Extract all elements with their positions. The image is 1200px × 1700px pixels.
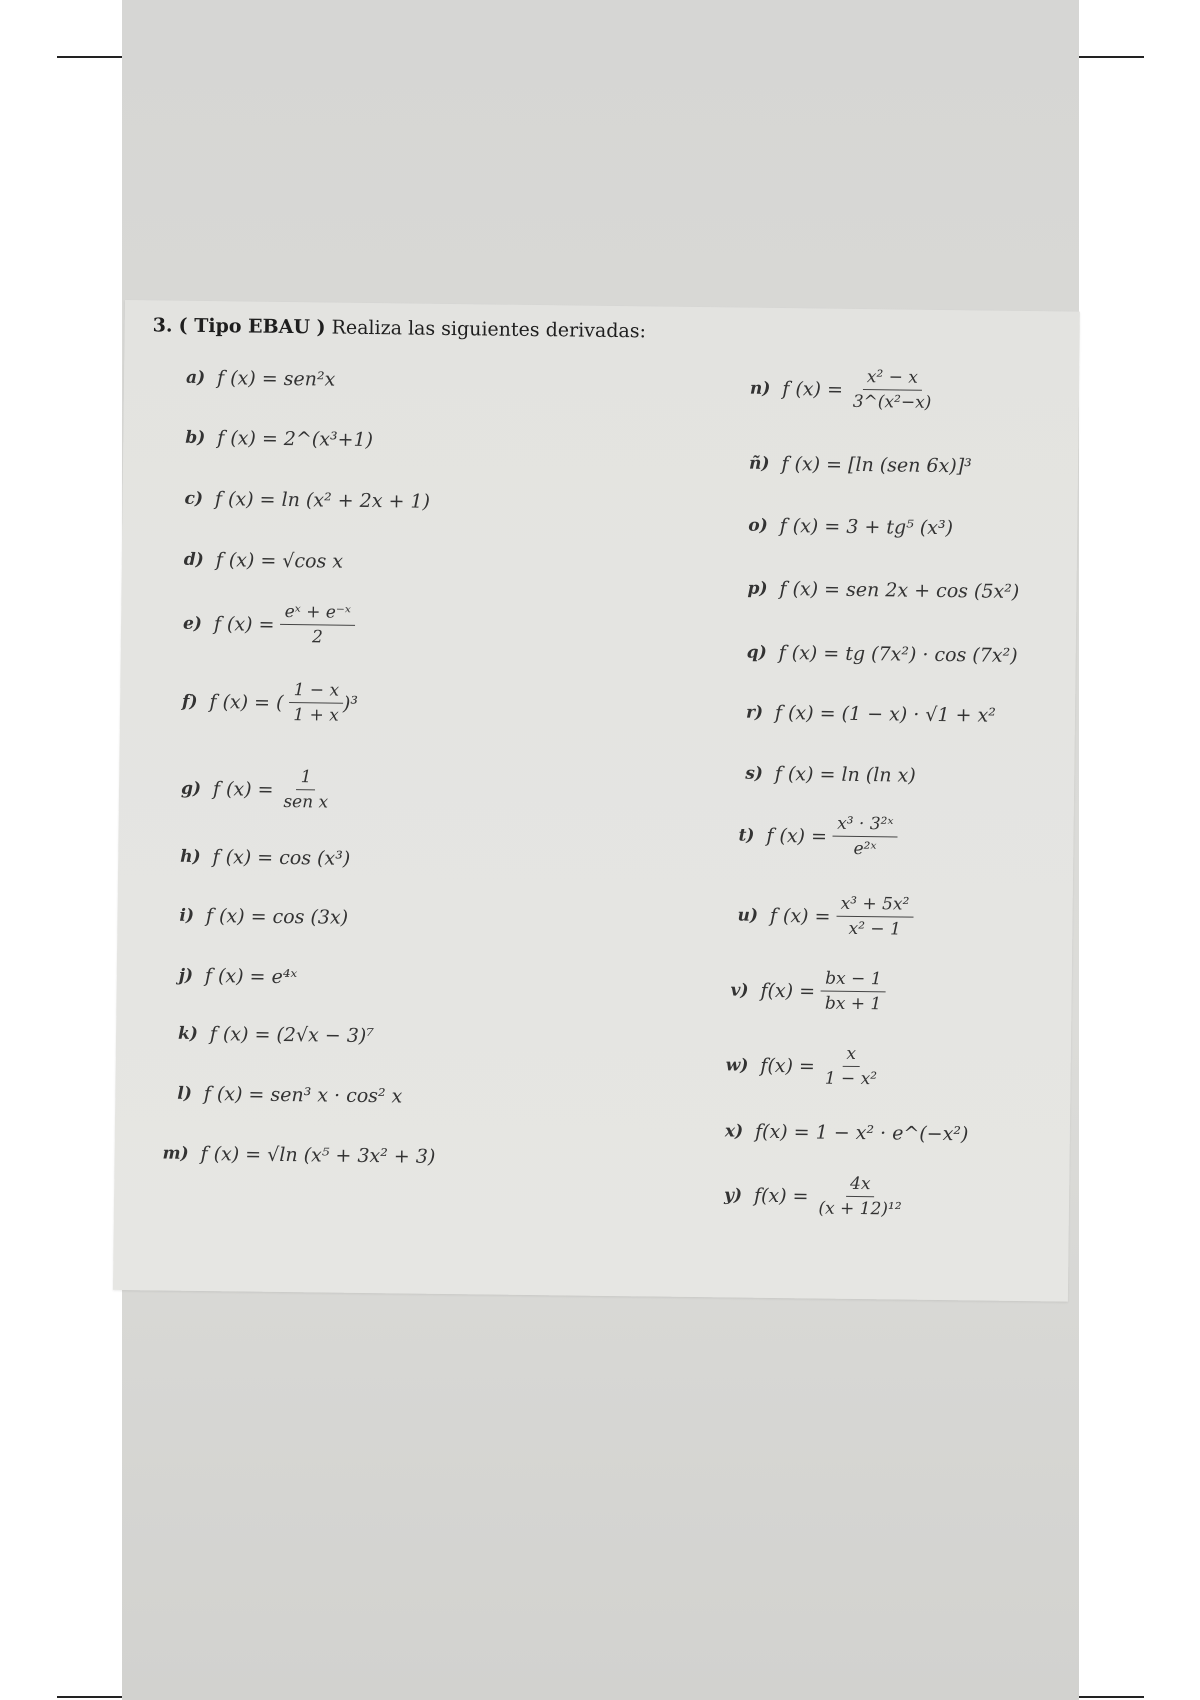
derivative-item-k: k) f (x) = (2√x − 3)⁷ (177, 1023, 375, 1048)
derivative-item-w: w) f(x) = $\frac{x}{\text{1 − x²}}$ (725, 1042, 881, 1089)
exercise-heading (153, 314, 646, 342)
derivative-item-e: e) f (x) = $\frac{\text{eˣ + e⁻ˣ}}{2}$ (183, 601, 355, 648)
fraction: $\frac{1}{\text{sen x}}$ (283, 767, 329, 813)
fraction: $\frac{x}{\text{1 − x²}}$ (824, 1043, 878, 1090)
fraction: $\frac{\text{x³ · 3²ˣ}}{\text{e²ˣ}}$ (833, 814, 898, 860)
derivative-item-d: d) f (x) = √cos x (183, 549, 344, 573)
derivative-item-j: j) f (x) = e⁴ˣ (178, 965, 298, 989)
derivative-item-f: f) f (x) = ( $\frac{1 - x}{1 + x}$ )³ (181, 680, 359, 726)
derivative-item-enye: ñ) f (x) = [ln (sen 6x)]³ (748, 453, 972, 478)
derivative-item-q: q) f (x) = tg (7x²) · cos (7x²) (746, 642, 1018, 667)
exercise-instruction: Realiza las siguientes derivadas: (331, 316, 647, 343)
bottom-right-rule (1079, 1696, 1144, 1698)
fraction: $\frac{\text{eˣ + e⁻ˣ}}{2}$ (280, 602, 355, 648)
derivative-item-l: l) f (x) = sen³ x · cos² x (177, 1083, 403, 1108)
derivative-item-c: c) f (x) = ln (x² + 2x + 1) (184, 488, 431, 513)
derivative-item-m: m) f (x) = √ln (x⁵ + 3x² + 3) (162, 1142, 436, 1168)
derivative-item-s: s) f (x) = ln (ln x) (745, 762, 916, 787)
fraction: $\frac{\text{x³ + 5x²}}{\text{x² − 1}}$ (836, 894, 913, 940)
derivative-item-b: b) f (x) = 2^(x³+1) (185, 427, 374, 452)
derivative-item-n: n) f (x) = $\frac{\text{x² − x}}{\text{3\textasciicircum{}(x²−x)}}$ (750, 366, 936, 413)
derivative-item-i: i) f (x) = cos (3x) (179, 905, 349, 929)
derivative-item-v: v) f(x) = $\frac{bx - 1}{bx + 1}$ (730, 967, 885, 1014)
derivative-item-x: x) f(x) = 1 − x² · e^(−x²) (724, 1120, 969, 1146)
derivative-item-g: g) f (x) = $\frac{1}{\text{sen x}}$ (181, 766, 333, 813)
fraction: $\frac{4x}{\text{(x + 12)¹²}}$ (818, 1173, 902, 1220)
derivative-item-u: u) f (x) = $\frac{\text{x³ + 5x²}}{\text{x² − 1}}$ (737, 893, 913, 940)
derivative-item-a: a) f (x) = sen²x (185, 367, 336, 391)
derivative-item-o: o) f (x) = 3 + tg⁵ (x³) (748, 515, 954, 540)
fraction: $\frac{1 - x}{1 + x}$ (289, 680, 343, 726)
exercise-number: 3. (152, 314, 173, 337)
derivative-item-p: p) f (x) = sen 2x + cos (5x²) (747, 578, 1020, 603)
derivative-item-h: h) f (x) = cos (x³) (180, 846, 351, 870)
derivative-item-r: r) f (x) = (1 − x) · √1 + x² (745, 701, 997, 727)
top-left-rule (57, 56, 123, 58)
bottom-left-rule (57, 1696, 123, 1698)
fraction: $\frac{bx - 1}{bx + 1}$ (821, 969, 886, 1015)
fraction: $\frac{\text{x² − x}}{\text{3\textasciicircum{}(x²−x)}}$ (852, 367, 932, 413)
exercise-tag: ( Tipo EBAU ) (178, 314, 326, 339)
derivative-item-t: t) f (x) = $\frac{\text{x³ · 3²ˣ}}{\text{e²ˣ}}$ (738, 813, 897, 860)
top-right-rule (1079, 56, 1144, 58)
derivative-item-y: y) f(x) = $\frac{4x}{\text{(x + 12)¹²}}$ (724, 1172, 906, 1219)
exercise-sheet (113, 300, 1080, 1302)
